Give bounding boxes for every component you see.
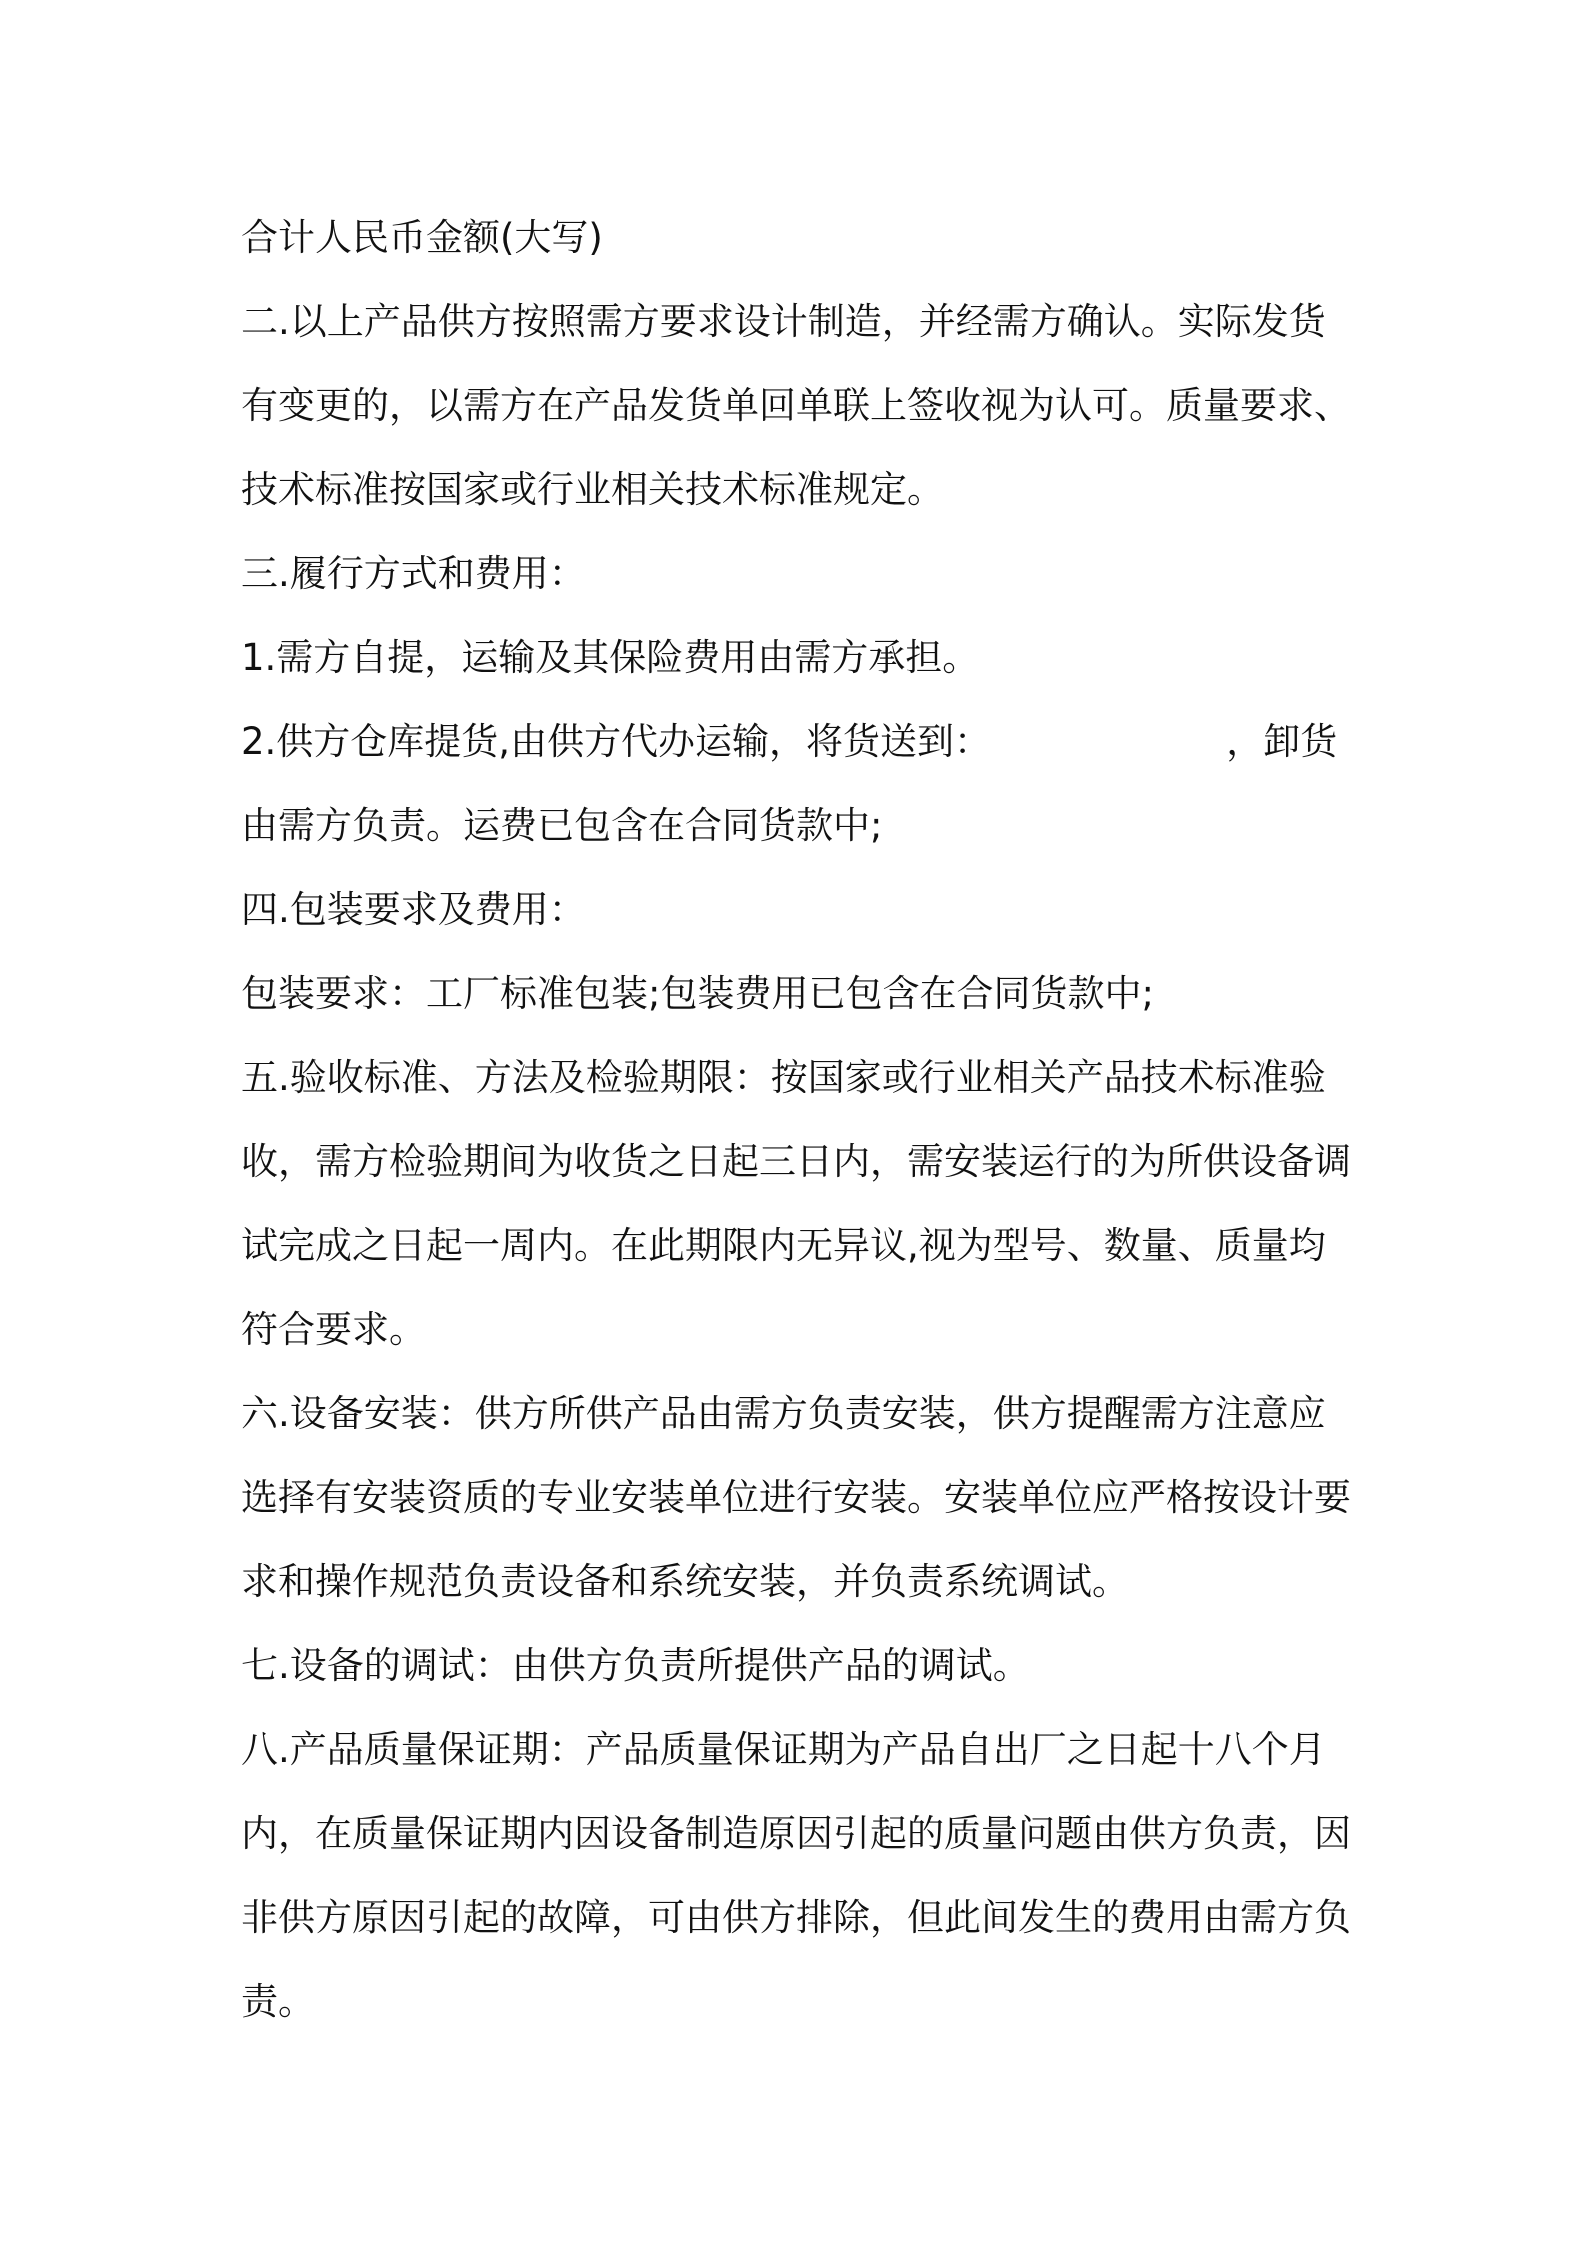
clause-5-line-2: 收，需方检验期间为收货之日起三日内，需安装运行的为所供设备调 — [241, 1140, 1351, 1183]
clause-8-line-3: 非供方原因引起的故障，可由供方排除，但此间发生的费用由需方负 — [241, 1896, 1351, 1939]
clause-3-item-2-line-1: 2.供方仓库提货,由供方代办运输，将货送到： ，卸货 — [241, 720, 1338, 763]
clause-5-line-4: 符合要求。 — [241, 1308, 426, 1351]
clause-3-item-1: 1.需方自提，运输及其保险费用由需方承担。 — [241, 636, 980, 679]
clause-4-heading: 四.包装要求及费用： — [241, 888, 586, 931]
clause-2-line-3: 技术标准按国家或行业相关技术标准规定。 — [241, 468, 944, 511]
clause-3-item-2-line-2: 由需方负责。运费已包含在合同货款中; — [241, 804, 883, 847]
clause-6-line-2: 选择有安装资质的专业安装单位进行安装。安装单位应严格按设计要 — [241, 1476, 1351, 1519]
clause-5-line-3: 试完成之日起一周内。在此期限内无异议,视为型号、数量、质量均 — [241, 1224, 1326, 1267]
clause-7-text: 七.设备的调试：由供方负责所提供产品的调试。 — [241, 1644, 1030, 1687]
amount-in-words-line: 合计人民币金额(大写) — [241, 216, 603, 259]
clause-8-line-4: 责。 — [241, 1980, 315, 2023]
clause-2-line-2: 有变更的，以需方在产品发货单回单联上签收视为认可。质量要求、 — [241, 384, 1351, 427]
clause-5-line-1: 五.验收标准、方法及检验期限：按国家或行业相关产品技术标准验 — [241, 1056, 1326, 1099]
clause-6-line-1: 六.设备安装：供方所供产品由需方负责安装，供方提醒需方注意应 — [241, 1392, 1326, 1435]
clause-2-line-1: 二.以上产品供方按照需方要求设计制造，并经需方确认。实际发货 — [241, 300, 1326, 343]
clause-8-line-1: 八.产品质量保证期：产品质量保证期为产品自出厂之日起十八个月 — [241, 1728, 1326, 1771]
clause-8-line-2: 内，在质量保证期内因设备制造原因引起的质量问题由供方负责，因 — [241, 1812, 1351, 1855]
clause-6-line-3: 求和操作规范负责设备和系统安装，并负责系统调试。 — [241, 1560, 1129, 1603]
contract-body — [241, 196, 1361, 2044]
clause-4-text: 包装要求：工厂标准包装;包装费用已包含在合同货款中; — [241, 972, 1154, 1015]
clause-3-heading: 三.履行方式和费用： — [241, 552, 586, 595]
